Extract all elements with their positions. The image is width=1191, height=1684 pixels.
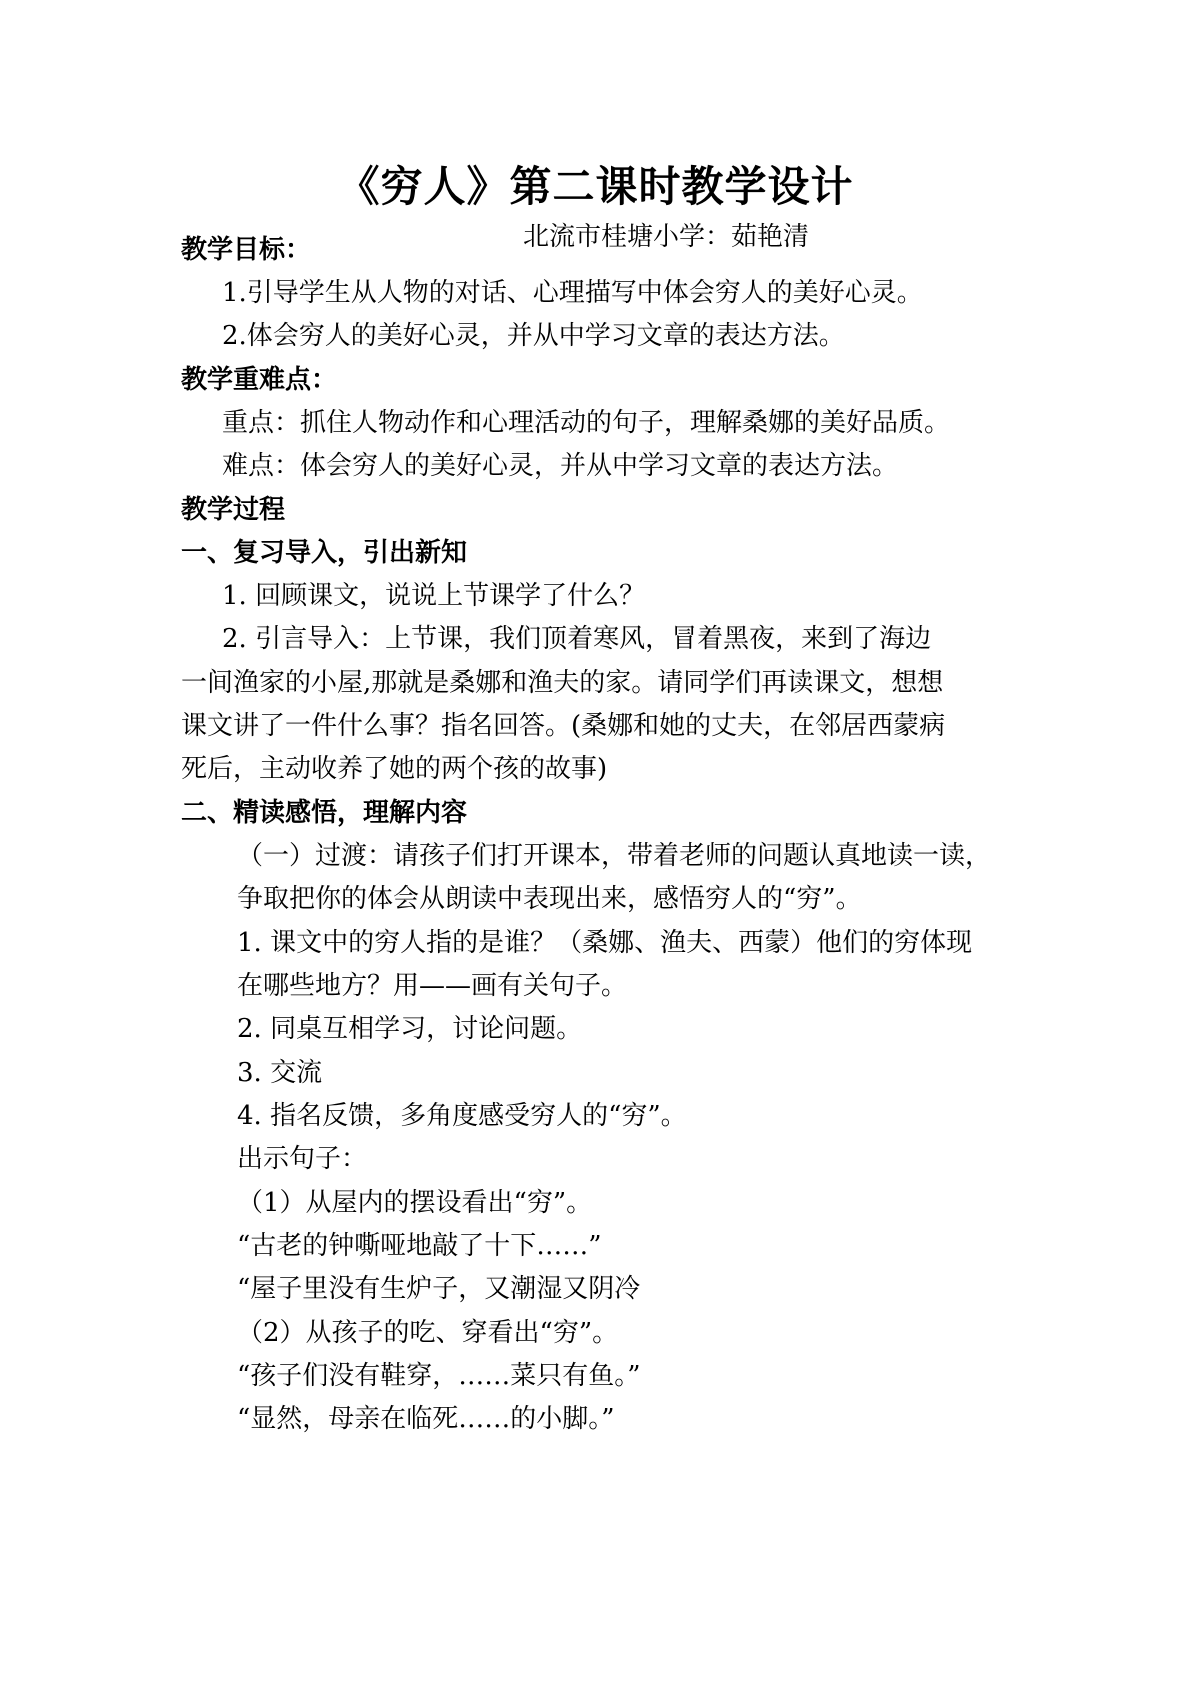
section-heading-process: 教学过程 [181,495,286,525]
part2-line: 3. 交流 [237,1058,323,1088]
part2-line: 1. 课文中的穷人指的是谁？（桑娜、渔夫、西蒙）他们的穷体现 [237,928,973,958]
part2-line: 在哪些地方？用——画有关句子。 [237,971,628,1001]
author-line: 北流市桂塘小学：茹艳清 [523,222,810,252]
part2-heading: 二、精读感悟，理解内容 [181,798,468,828]
part1-line: 一间渔家的小屋,那就是桑娜和渔夫的家。请同学们再读课文，想想 [181,668,944,698]
part2-line: （一）过渡：请孩子们打开课本，带着老师的问题认真地读一读， [237,841,992,871]
part2-line: （1）从屋内的摆设看出“穷”。 [237,1188,593,1218]
goal-item: 1.引导学生从人物的对话、心理描写中体会穷人的美好心灵。 [222,278,923,308]
part1-line: 1. 回顾课文，说说上节课学了什么？ [222,581,646,611]
quote-line: “显然，母亲在临死……的小脚。” [237,1404,615,1434]
goal-item: 2.体会穷人的美好心灵，并从中学习文章的表达方法。 [222,321,845,351]
quote-line: “孩子们没有鞋穿，……菜只有鱼。” [237,1361,641,1391]
document-title: 《穷人》第二课时教学设计 [337,162,854,211]
part2-line: 2. 同桌互相学习，讨论问题。 [237,1014,583,1044]
section-heading-key-points: 教学重难点： [181,365,338,395]
part1-line: 死后，主动收养了她的两个孩的故事) [181,754,608,784]
part2-line: 4. 指名反馈，多角度感受穷人的“穷”。 [237,1101,687,1131]
part1-line: 2. 引言导入：上节课，我们顶着寒风，冒着黑夜，来到了海边 [222,624,932,654]
part1-heading: 一、复习导入，引出新知 [181,538,468,568]
key-point-item: 重点：抓住人物动作和心理活动的句子，理解桑娜的美好品质。 [222,408,951,438]
part2-line: （2）从孩子的吃、穿看出“穷”。 [237,1318,619,1348]
quote-line: “屋子里没有生炉子，又潮湿又阴冷 [237,1274,641,1304]
part1-line: 课文讲了一件什么事？指名回答。(桑娜和她的丈夫，在邻居西蒙病 [181,711,946,741]
section-heading-goals: 教学目标： [181,235,312,265]
quote-line: “古老的钟嘶哑地敲了十下……” [237,1231,602,1261]
part2-line: 争取把你的体会从朗读中表现出来，感悟穷人的“穷”。 [237,884,862,914]
key-point-item: 难点：体会穷人的美好心灵，并从中学习文章的表达方法。 [222,451,899,481]
part2-line: 出示句子： [237,1144,368,1174]
